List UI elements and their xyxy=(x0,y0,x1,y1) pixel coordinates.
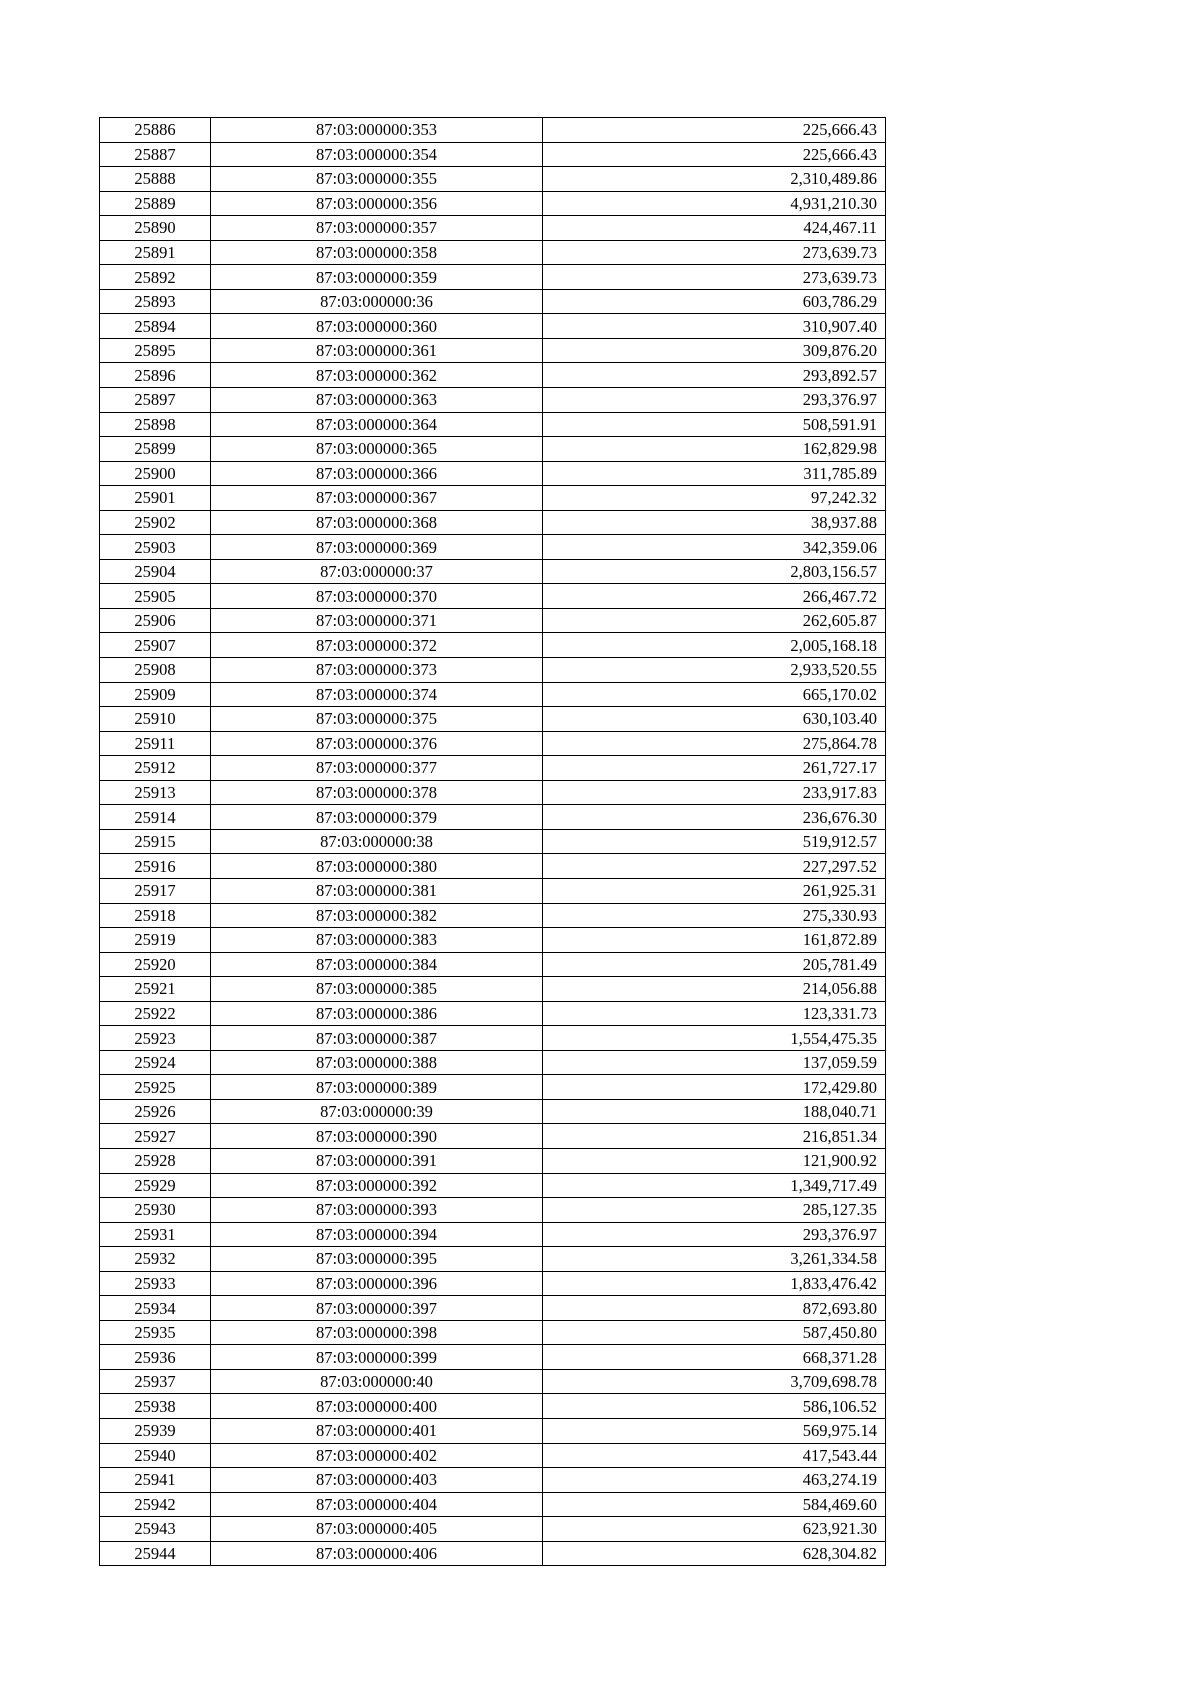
cell-value: 261,925.31 xyxy=(543,878,886,903)
cell-value: 273,639.73 xyxy=(543,265,886,290)
table-row xyxy=(100,829,886,854)
table-row xyxy=(100,535,886,560)
table-row xyxy=(100,1198,886,1223)
cell-value: 309,876.20 xyxy=(543,338,886,363)
cell-cadastral-number: 87:03:000000:378 xyxy=(211,780,543,805)
cell-value: 2,933,520.55 xyxy=(543,658,886,683)
table-row xyxy=(100,1099,886,1124)
cell-value: 519,912.57 xyxy=(543,829,886,854)
cell-row-number: 25943 xyxy=(100,1517,211,1542)
cell-cadastral-number: 87:03:000000:370 xyxy=(211,584,543,609)
cell-row-number: 25933 xyxy=(100,1271,211,1296)
cell-row-number: 25922 xyxy=(100,1001,211,1026)
cell-row-number: 25940 xyxy=(100,1443,211,1468)
cell-row-number: 25919 xyxy=(100,928,211,953)
table-row xyxy=(100,363,886,388)
cell-row-number: 25942 xyxy=(100,1492,211,1517)
table-row xyxy=(100,903,886,928)
cell-row-number: 25937 xyxy=(100,1369,211,1394)
cell-cadastral-number: 87:03:000000:354 xyxy=(211,142,543,167)
cell-value: 285,127.35 xyxy=(543,1198,886,1223)
cell-value: 630,103.40 xyxy=(543,707,886,732)
cell-cadastral-number: 87:03:000000:400 xyxy=(211,1394,543,1419)
cell-cadastral-number: 87:03:000000:360 xyxy=(211,314,543,339)
cell-cadastral-number: 87:03:000000:364 xyxy=(211,412,543,437)
cell-row-number: 25901 xyxy=(100,486,211,511)
cell-row-number: 25893 xyxy=(100,289,211,314)
cell-value: 872,693.80 xyxy=(543,1296,886,1321)
cell-value: 275,864.78 xyxy=(543,731,886,756)
cell-value: 310,907.40 xyxy=(543,314,886,339)
cell-value: 623,921.30 xyxy=(543,1517,886,1542)
cell-row-number: 25923 xyxy=(100,1026,211,1051)
cell-cadastral-number: 87:03:000000:376 xyxy=(211,731,543,756)
cell-value: 236,676.30 xyxy=(543,805,886,830)
cell-row-number: 25938 xyxy=(100,1394,211,1419)
cell-cadastral-number: 87:03:000000:361 xyxy=(211,338,543,363)
cell-cadastral-number: 87:03:000000:396 xyxy=(211,1271,543,1296)
table-row xyxy=(100,633,886,658)
cell-value: 3,261,334.58 xyxy=(543,1247,886,1272)
cell-row-number: 25899 xyxy=(100,437,211,462)
cell-value: 586,106.52 xyxy=(543,1394,886,1419)
cell-value: 216,851.34 xyxy=(543,1124,886,1149)
cell-value: 2,803,156.57 xyxy=(543,559,886,584)
cell-cadastral-number: 87:03:000000:402 xyxy=(211,1443,543,1468)
cell-value: 417,543.44 xyxy=(543,1443,886,1468)
cell-row-number: 25939 xyxy=(100,1418,211,1443)
table-row xyxy=(100,731,886,756)
cell-row-number: 25906 xyxy=(100,608,211,633)
cell-row-number: 25908 xyxy=(100,658,211,683)
table-row xyxy=(100,1050,886,1075)
table-row xyxy=(100,584,886,609)
table-row xyxy=(100,461,886,486)
table-row xyxy=(100,118,886,143)
table-row xyxy=(100,608,886,633)
cell-row-number: 25912 xyxy=(100,756,211,781)
cell-value: 227,297.52 xyxy=(543,854,886,879)
cell-value: 463,274.19 xyxy=(543,1468,886,1493)
cell-row-number: 25921 xyxy=(100,977,211,1002)
table-row xyxy=(100,265,886,290)
cell-value: 2,310,489.86 xyxy=(543,167,886,192)
cell-row-number: 25929 xyxy=(100,1173,211,1198)
cell-value: 4,931,210.30 xyxy=(543,191,886,216)
cell-value: 628,304.82 xyxy=(543,1541,886,1566)
cell-value: 665,170.02 xyxy=(543,682,886,707)
cell-value: 293,892.57 xyxy=(543,363,886,388)
cell-value: 293,376.97 xyxy=(543,1222,886,1247)
cell-cadastral-number: 87:03:000000:398 xyxy=(211,1320,543,1345)
cell-row-number: 25889 xyxy=(100,191,211,216)
cell-value: 3,709,698.78 xyxy=(543,1369,886,1394)
cell-value: 261,727.17 xyxy=(543,756,886,781)
cell-value: 214,056.88 xyxy=(543,977,886,1002)
cell-cadastral-number: 87:03:000000:358 xyxy=(211,240,543,265)
table-row xyxy=(100,977,886,1002)
cell-cadastral-number: 87:03:000000:38 xyxy=(211,829,543,854)
cell-value: 97,242.32 xyxy=(543,486,886,511)
cell-cadastral-number: 87:03:000000:355 xyxy=(211,167,543,192)
cell-row-number: 25944 xyxy=(100,1541,211,1566)
cell-cadastral-number: 87:03:000000:393 xyxy=(211,1198,543,1223)
cell-cadastral-number: 87:03:000000:36 xyxy=(211,289,543,314)
table-body xyxy=(100,118,886,1566)
table-row xyxy=(100,1418,886,1443)
cell-row-number: 25925 xyxy=(100,1075,211,1100)
table-row xyxy=(100,1541,886,1566)
cell-cadastral-number: 87:03:000000:380 xyxy=(211,854,543,879)
cell-row-number: 25898 xyxy=(100,412,211,437)
cell-row-number: 25918 xyxy=(100,903,211,928)
cell-value: 569,975.14 xyxy=(543,1418,886,1443)
cell-cadastral-number: 87:03:000000:353 xyxy=(211,118,543,143)
cell-cadastral-number: 87:03:000000:365 xyxy=(211,437,543,462)
cell-cadastral-number: 87:03:000000:39 xyxy=(211,1099,543,1124)
cell-cadastral-number: 87:03:000000:389 xyxy=(211,1075,543,1100)
cell-cadastral-number: 87:03:000000:405 xyxy=(211,1517,543,1542)
cell-row-number: 25909 xyxy=(100,682,211,707)
table-row xyxy=(100,1369,886,1394)
cell-cadastral-number: 87:03:000000:381 xyxy=(211,878,543,903)
table-row xyxy=(100,658,886,683)
cell-value: 311,785.89 xyxy=(543,461,886,486)
cell-cadastral-number: 87:03:000000:356 xyxy=(211,191,543,216)
cell-row-number: 25920 xyxy=(100,952,211,977)
cell-cadastral-number: 87:03:000000:404 xyxy=(211,1492,543,1517)
cell-cadastral-number: 87:03:000000:388 xyxy=(211,1050,543,1075)
cell-cadastral-number: 87:03:000000:384 xyxy=(211,952,543,977)
cell-cadastral-number: 87:03:000000:403 xyxy=(211,1468,543,1493)
table-row xyxy=(100,707,886,732)
cell-cadastral-number: 87:03:000000:373 xyxy=(211,658,543,683)
cell-cadastral-number: 87:03:000000:374 xyxy=(211,682,543,707)
cell-cadastral-number: 87:03:000000:382 xyxy=(211,903,543,928)
cell-cadastral-number: 87:03:000000:359 xyxy=(211,265,543,290)
cell-row-number: 25924 xyxy=(100,1050,211,1075)
table-row xyxy=(100,952,886,977)
cell-row-number: 25935 xyxy=(100,1320,211,1345)
cell-row-number: 25915 xyxy=(100,829,211,854)
cell-value: 38,937.88 xyxy=(543,510,886,535)
cell-cadastral-number: 87:03:000000:366 xyxy=(211,461,543,486)
cell-cadastral-number: 87:03:000000:379 xyxy=(211,805,543,830)
cell-value: 205,781.49 xyxy=(543,952,886,977)
table-row xyxy=(100,289,886,314)
cell-cadastral-number: 87:03:000000:369 xyxy=(211,535,543,560)
table-row xyxy=(100,682,886,707)
cell-value: 188,040.71 xyxy=(543,1099,886,1124)
table-row xyxy=(100,1026,886,1051)
table-row xyxy=(100,559,886,584)
cell-value: 137,059.59 xyxy=(543,1050,886,1075)
cell-cadastral-number: 87:03:000000:385 xyxy=(211,977,543,1002)
cell-row-number: 25903 xyxy=(100,535,211,560)
cell-row-number: 25934 xyxy=(100,1296,211,1321)
cell-value: 1,833,476.42 xyxy=(543,1271,886,1296)
cell-value: 584,469.60 xyxy=(543,1492,886,1517)
cell-cadastral-number: 87:03:000000:387 xyxy=(211,1026,543,1051)
table-row xyxy=(100,756,886,781)
table-row xyxy=(100,510,886,535)
table-row xyxy=(100,142,886,167)
cell-row-number: 25914 xyxy=(100,805,211,830)
cell-row-number: 25911 xyxy=(100,731,211,756)
cell-row-number: 25932 xyxy=(100,1247,211,1272)
table-row xyxy=(100,1443,886,1468)
cell-row-number: 25886 xyxy=(100,118,211,143)
cell-cadastral-number: 87:03:000000:399 xyxy=(211,1345,543,1370)
cell-cadastral-number: 87:03:000000:363 xyxy=(211,388,543,413)
table-row xyxy=(100,191,886,216)
data-table xyxy=(99,117,886,1566)
cell-cadastral-number: 87:03:000000:386 xyxy=(211,1001,543,1026)
cell-value: 121,900.92 xyxy=(543,1148,886,1173)
cell-cadastral-number: 87:03:000000:383 xyxy=(211,928,543,953)
cell-row-number: 25907 xyxy=(100,633,211,658)
cell-value: 273,639.73 xyxy=(543,240,886,265)
cell-row-number: 25913 xyxy=(100,780,211,805)
cell-value: 172,429.80 xyxy=(543,1075,886,1100)
cell-cadastral-number: 87:03:000000:377 xyxy=(211,756,543,781)
cell-value: 266,467.72 xyxy=(543,584,886,609)
table-row xyxy=(100,1124,886,1149)
cell-cadastral-number: 87:03:000000:401 xyxy=(211,1418,543,1443)
table-row xyxy=(100,1247,886,1272)
cell-value: 603,786.29 xyxy=(543,289,886,314)
table-row xyxy=(100,780,886,805)
cell-cadastral-number: 87:03:000000:392 xyxy=(211,1173,543,1198)
cell-row-number: 25895 xyxy=(100,338,211,363)
table-row xyxy=(100,928,886,953)
table-row xyxy=(100,854,886,879)
cell-value: 2,005,168.18 xyxy=(543,633,886,658)
cell-value: 342,359.06 xyxy=(543,535,886,560)
cell-value: 293,376.97 xyxy=(543,388,886,413)
table-row xyxy=(100,216,886,241)
table-row xyxy=(100,167,886,192)
cell-cadastral-number: 87:03:000000:394 xyxy=(211,1222,543,1247)
cell-row-number: 25930 xyxy=(100,1198,211,1223)
cell-row-number: 25941 xyxy=(100,1468,211,1493)
table-row xyxy=(100,1148,886,1173)
table-row xyxy=(100,1345,886,1370)
cell-cadastral-number: 87:03:000000:397 xyxy=(211,1296,543,1321)
cell-row-number: 25892 xyxy=(100,265,211,290)
table-row xyxy=(100,486,886,511)
cell-row-number: 25890 xyxy=(100,216,211,241)
table-row xyxy=(100,1173,886,1198)
cell-row-number: 25926 xyxy=(100,1099,211,1124)
table-row xyxy=(100,1517,886,1542)
cell-cadastral-number: 87:03:000000:375 xyxy=(211,707,543,732)
table-row xyxy=(100,1296,886,1321)
cell-row-number: 25927 xyxy=(100,1124,211,1149)
cell-cadastral-number: 87:03:000000:395 xyxy=(211,1247,543,1272)
cell-value: 161,872.89 xyxy=(543,928,886,953)
cell-value: 1,349,717.49 xyxy=(543,1173,886,1198)
table-row xyxy=(100,1222,886,1247)
cell-cadastral-number: 87:03:000000:362 xyxy=(211,363,543,388)
cell-value: 508,591.91 xyxy=(543,412,886,437)
table-row xyxy=(100,1492,886,1517)
cell-row-number: 25888 xyxy=(100,167,211,192)
table-row xyxy=(100,412,886,437)
cell-cadastral-number: 87:03:000000:368 xyxy=(211,510,543,535)
table-row xyxy=(100,878,886,903)
cell-cadastral-number: 87:03:000000:367 xyxy=(211,486,543,511)
cell-row-number: 25910 xyxy=(100,707,211,732)
cell-row-number: 25896 xyxy=(100,363,211,388)
cell-value: 1,554,475.35 xyxy=(543,1026,886,1051)
cell-cadastral-number: 87:03:000000:390 xyxy=(211,1124,543,1149)
table-row xyxy=(100,1394,886,1419)
cell-cadastral-number: 87:03:000000:372 xyxy=(211,633,543,658)
cell-cadastral-number: 87:03:000000:406 xyxy=(211,1541,543,1566)
cell-value: 587,450.80 xyxy=(543,1320,886,1345)
cell-value: 225,666.43 xyxy=(543,142,886,167)
table-row xyxy=(100,1075,886,1100)
cell-row-number: 25894 xyxy=(100,314,211,339)
cell-value: 668,371.28 xyxy=(543,1345,886,1370)
cell-row-number: 25900 xyxy=(100,461,211,486)
cell-row-number: 25897 xyxy=(100,388,211,413)
table-row xyxy=(100,1271,886,1296)
table-row xyxy=(100,1001,886,1026)
cell-row-number: 25905 xyxy=(100,584,211,609)
table-row xyxy=(100,805,886,830)
cell-row-number: 25887 xyxy=(100,142,211,167)
cell-row-number: 25891 xyxy=(100,240,211,265)
cell-cadastral-number: 87:03:000000:357 xyxy=(211,216,543,241)
cell-cadastral-number: 87:03:000000:37 xyxy=(211,559,543,584)
cell-cadastral-number: 87:03:000000:371 xyxy=(211,608,543,633)
table-row xyxy=(100,388,886,413)
cell-row-number: 25936 xyxy=(100,1345,211,1370)
cell-value: 275,330.93 xyxy=(543,903,886,928)
cell-value: 123,331.73 xyxy=(543,1001,886,1026)
table-row xyxy=(100,437,886,462)
table-row xyxy=(100,240,886,265)
cell-value: 233,917.83 xyxy=(543,780,886,805)
table-row xyxy=(100,1468,886,1493)
cell-cadastral-number: 87:03:000000:391 xyxy=(211,1148,543,1173)
cell-value: 225,666.43 xyxy=(543,118,886,143)
cell-row-number: 25928 xyxy=(100,1148,211,1173)
table-row xyxy=(100,1320,886,1345)
table-row xyxy=(100,314,886,339)
cell-row-number: 25904 xyxy=(100,559,211,584)
cell-value: 162,829.98 xyxy=(543,437,886,462)
cell-row-number: 25902 xyxy=(100,510,211,535)
cell-cadastral-number: 87:03:000000:40 xyxy=(211,1369,543,1394)
cell-row-number: 25917 xyxy=(100,878,211,903)
table-row xyxy=(100,338,886,363)
cell-value: 262,605.87 xyxy=(543,608,886,633)
cell-row-number: 25931 xyxy=(100,1222,211,1247)
cell-value: 424,467.11 xyxy=(543,216,886,241)
cell-row-number: 25916 xyxy=(100,854,211,879)
